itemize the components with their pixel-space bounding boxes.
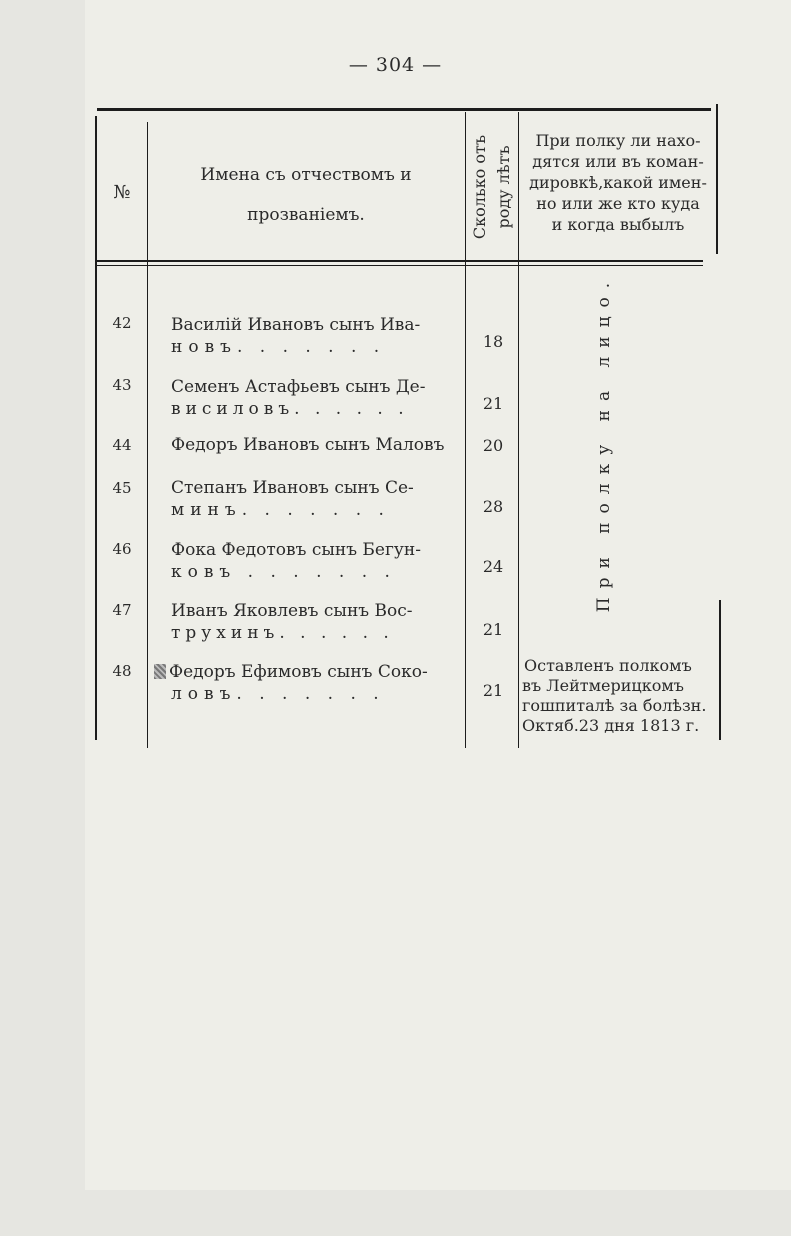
row-number: 44 [112,436,132,454]
header-status-line: и когда выбылъ [551,215,685,234]
header-bottom-rule-2 [95,265,703,266]
status-remark [522,656,718,736]
row-name [171,434,461,456]
table-left-border [95,116,97,740]
row-name [171,600,453,644]
row-age: 21 [482,681,504,700]
row-name [171,314,453,358]
row-name-line: новъ. . . . . . . [171,337,386,357]
row-number: 48 [112,662,132,680]
row-age: 21 [482,394,504,413]
vertical-status-note [520,270,688,615]
header-bottom-rule [95,260,703,262]
row-number: 46 [112,540,132,558]
row-number: 47 [112,601,132,619]
header-name-line: Имена съ отчествомъ и [200,165,412,185]
row-age: 18 [482,332,504,351]
page-number: — 304 — [348,54,443,76]
column-divider-number [147,122,148,748]
header-name-line: прозваніемъ. [247,205,365,225]
row-name-line: висиловъ. . . . . . [171,399,409,419]
row-number: 43 [112,376,132,394]
row-name-line [154,661,453,683]
row-name-line: ловъ. . . . . . . [171,684,385,704]
row-number: 45 [112,479,132,497]
row-name [171,477,453,521]
remark-line: гошпиталѣ за болѣзн. [522,696,707,715]
remark-line: въ Лейтмерицкомъ [522,676,684,695]
row-name-line: Иванъ Яковлевъ сынъ Вос- [171,601,413,621]
remark-line: Оставленъ полкомъ [524,656,692,675]
remark-line: Октяб.23 дня 1813 г. [522,716,700,735]
header-status-line: но или же кто куда [536,194,700,213]
row-age: 21 [482,620,504,639]
header-number: № [113,182,131,203]
row-age: 20 [482,436,504,455]
row-age: 28 [482,497,504,516]
row-name-line: Степанъ Ивановъ сынъ Се- [171,478,414,498]
header-age-line: роду лѣтъ [494,145,514,229]
row-name-line: Федоръ Ивановъ сынъ Маловъ [171,435,445,455]
header-status-line: При полку ли нахо- [535,131,701,150]
row-name-line: Василій Ивановъ сынъ Ива- [171,315,421,335]
table-right-border [716,104,718,254]
row-name [154,661,453,705]
scan-margin-left [0,0,85,1236]
header-status-line: дировкѣ,какой имен- [529,173,707,192]
row-name [171,539,453,583]
table-top-rule [97,108,711,111]
column-divider-age [518,112,519,748]
scan-margin-bottom [0,1190,791,1236]
row-name-line: ковъ . . . . . . . [171,562,396,582]
row-name-text: Федоръ Ефимовъ сынъ Соко- [169,662,428,682]
row-number: 42 [112,314,132,332]
header-name [150,155,462,235]
row-name [171,376,453,420]
header-status-line: дятся или въ коман- [532,152,704,171]
row-name-line: Семенъ Астафьевъ сынъ Де- [171,377,426,397]
row-name-line: минъ. . . . . . . [171,500,390,520]
row-age: 24 [482,557,504,576]
header-age [466,112,518,262]
row-name-line: трухинъ. . . . . . [171,623,394,643]
header-age-line: Сколько отъ [470,134,490,240]
row-name-line: Фока Федотовъ сынъ Бегун- [171,540,421,560]
header-status [520,130,716,235]
table-right-border-lower [719,600,721,740]
ink-blot [154,664,166,679]
vertical-status-text: При полку на лицо. [594,273,615,612]
